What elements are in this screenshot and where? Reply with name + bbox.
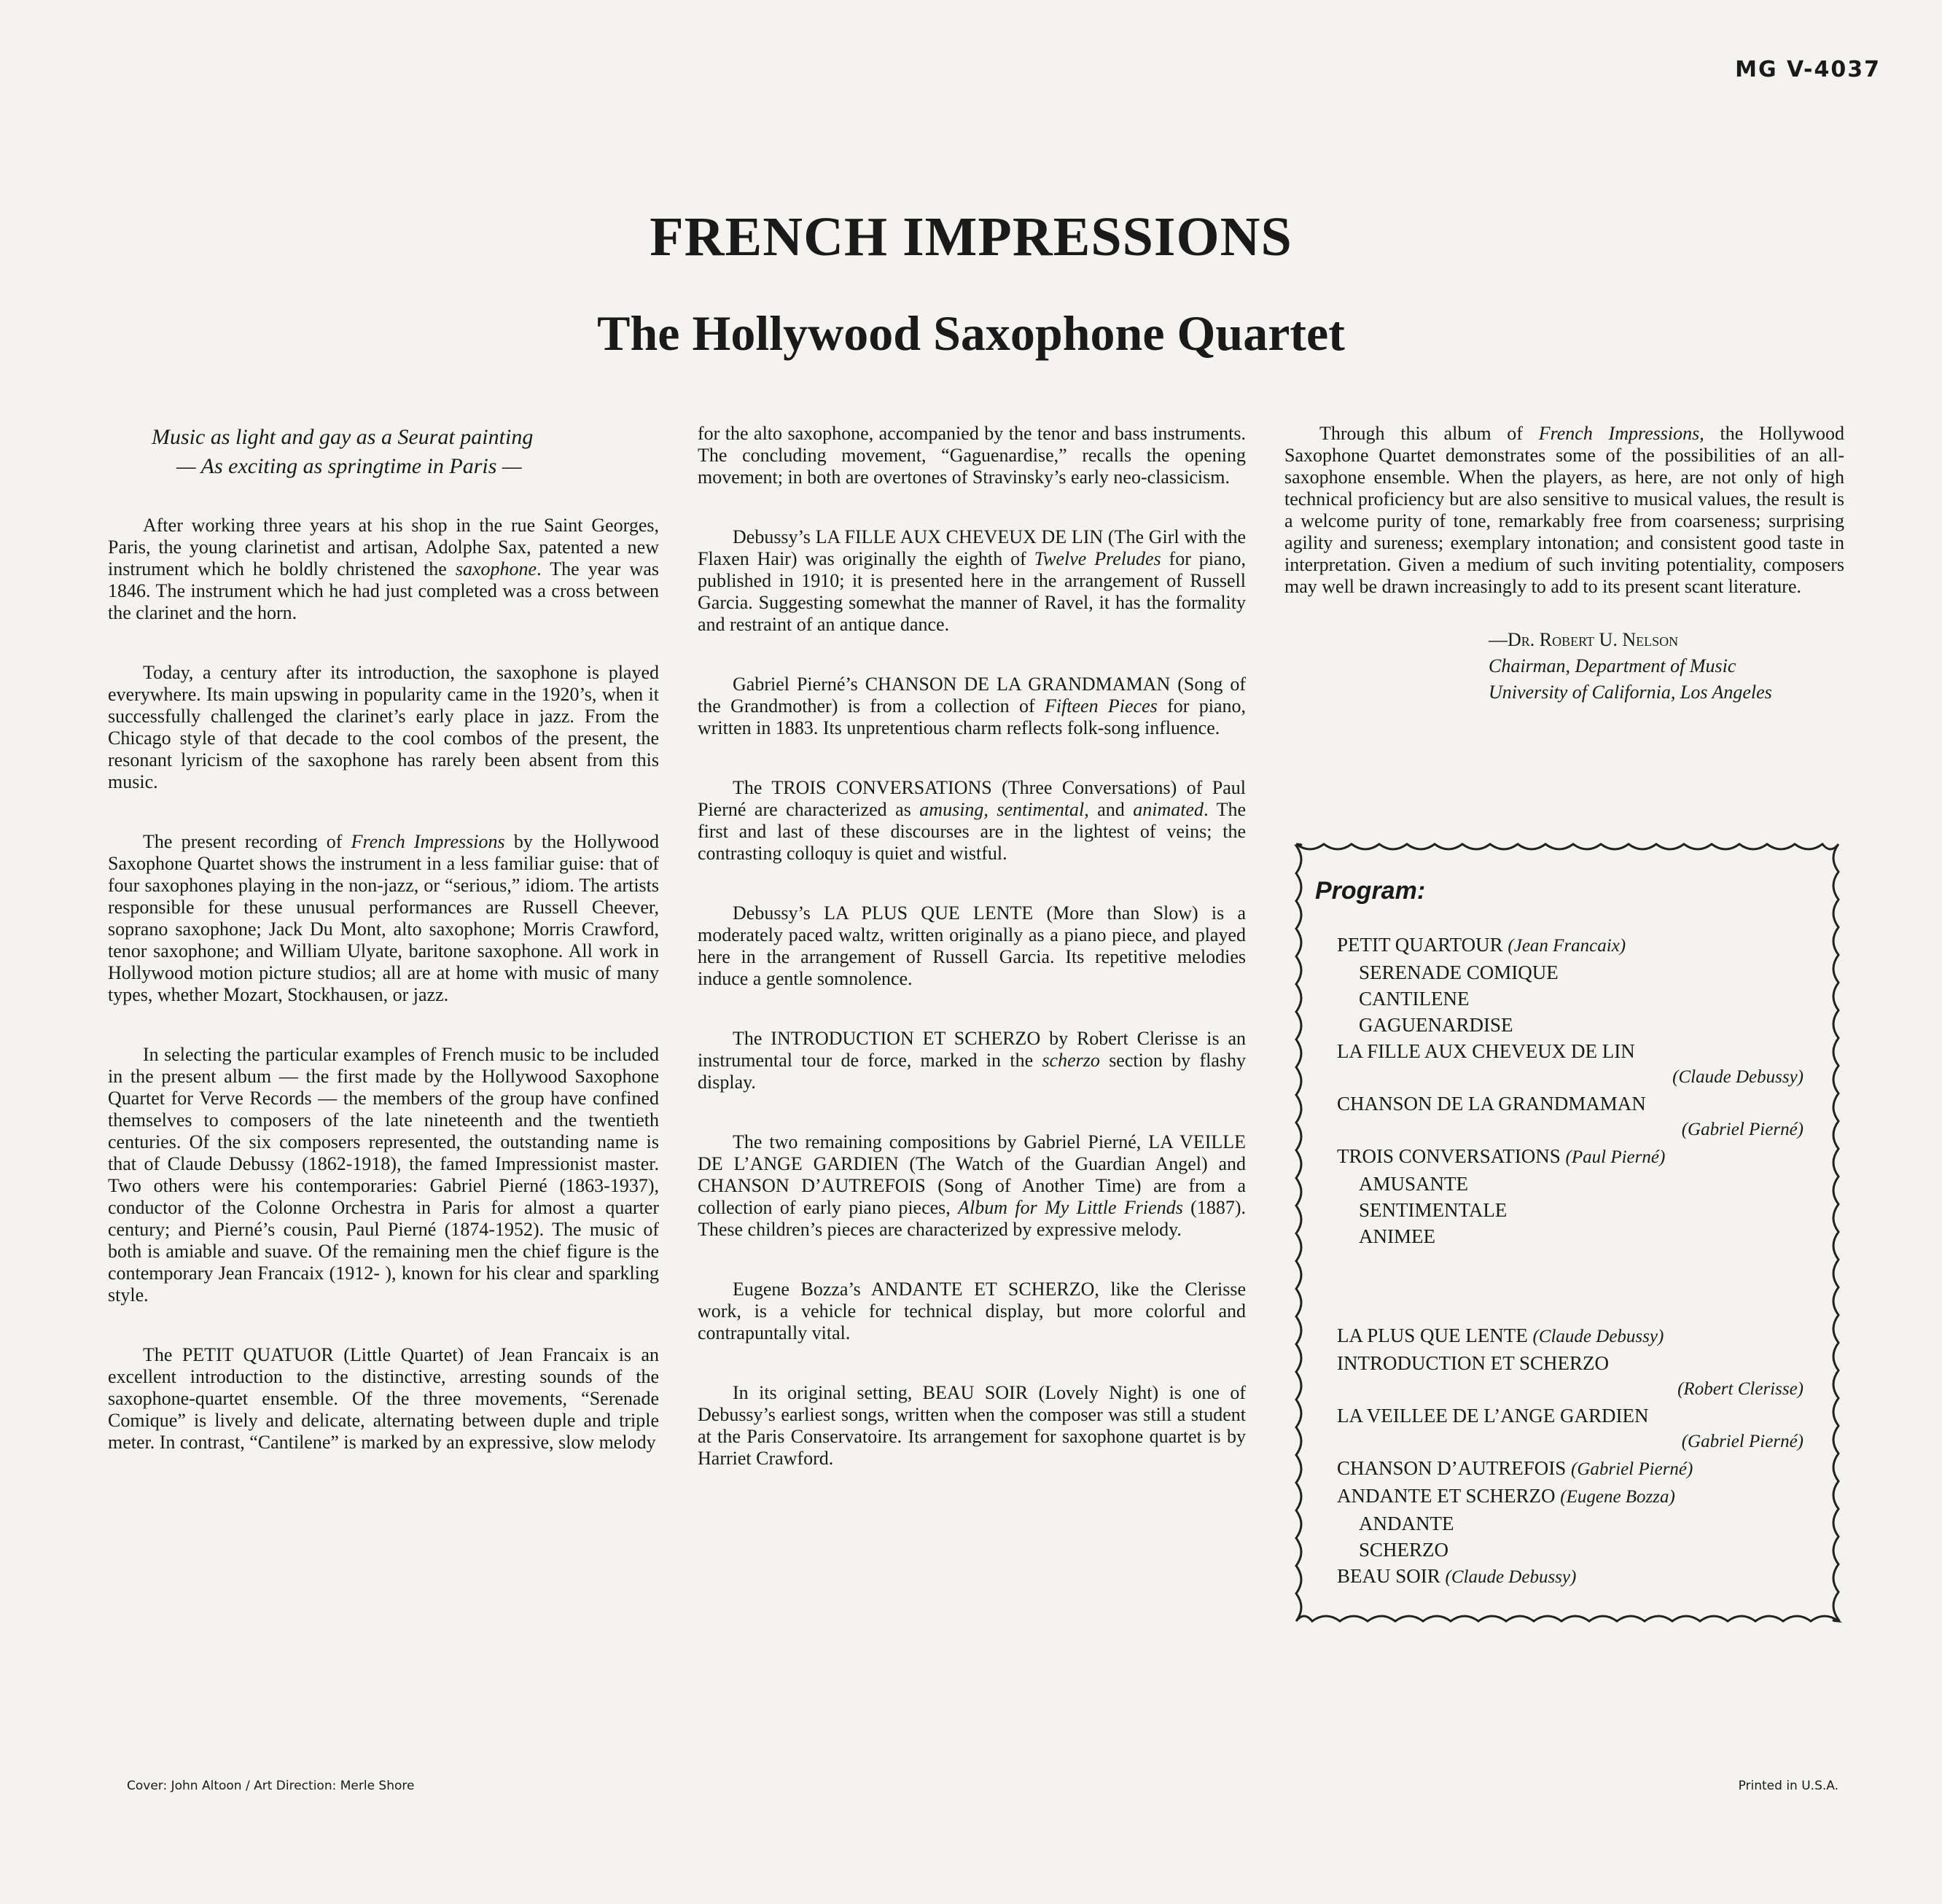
liner-notes-column-2 <box>698 423 1246 1507</box>
program-movement: SENTIMENTALE <box>1359 1199 1508 1221</box>
program-item: LA VEILLEE DE L’ANGE GARDIEN <box>1337 1405 1649 1427</box>
catalog-number: MG V-4037 <box>1735 57 1881 82</box>
tagline <box>152 423 659 481</box>
program-item: LA FILLE AUX CHEVEUX DE LIN <box>1337 1040 1635 1062</box>
paragraph: After working three years at his shop in the rue Saint Georges, Paris, the young clarinetist and artisan, Adolphe Sax, patented a new instrument which he boldly christened the saxophone. The year was 1846. The instrument which he had just completed was a cross between the clarinet and the horn. <box>108 515 659 623</box>
paragraph: Today, a century after its introduction, the saxophone is played everywhere. Its main upswing in popularity came in the 1920’s, when it successfully challenged the clarinet’s early place in jazz. From the Chicago style of that decade to the cool combos of the present, the resonant lyricism of the saxophone has rarely been absent from this music. <box>108 662 659 792</box>
paragraph: The PETIT QUATUOR (Little Quartet) of Jean Francaix is an excellent introduction to the distinctive, arresting sounds of the saxophone-quartet ensemble. Of the three movements, “Serenade Comique” is lively and delicate, alternating between duple and triple meter. In contrast, “Cantilene” is marked by an expressive, slow melody <box>108 1344 659 1453</box>
signature <box>1489 627 1844 706</box>
signature-name: —Dr. Robert U. Nelson <box>1489 629 1679 650</box>
paragraph: The present recording of French Impressions by the Hollywood Saxophone Quartet shows the instrument in a less familiar guise: that of four saxophones playing in the non-jazz, or “serious,” idiom. The artists responsible for these unusual performances are Russell Cheever, soprano saxophone; Jack Du Mont, alto saxophone; Morris Crawford, tenor saxophone; and William Ulyate, baritone saxophone. All work in Hollywood motion picture studios; all are at home with music of many types, whether Mozart, Stockhausen, or jazz. <box>108 831 659 1005</box>
program-composer: (Robert Clerisse) <box>1677 1379 1803 1399</box>
paragraph: The INTRODUCTION ET SCHERZO by Robert Clerisse is an instrumental tour de force, marked in the scherzo section by flashy display. <box>698 1028 1246 1093</box>
program-heading: Program: <box>1315 877 1426 905</box>
program-item: LA PLUS QUE LENTE (Claude Debussy) <box>1337 1324 1664 1346</box>
paragraph: for the alto saxophone, accompanied by the tenor and bass instruments. The concluding movement, “Gaguenardise,” recalls the opening movement; in both are overtones of Stravinsky’s early neo-classicism. <box>698 423 1246 488</box>
program-item: TROIS CONVERSATIONS (Paul Pierné) <box>1337 1145 1666 1167</box>
program-movement: SERENADE COMIQUE <box>1359 961 1559 983</box>
program-item: INTRODUCTION ET SCHERZO <box>1337 1352 1609 1374</box>
album-subtitle: The Hollywood Saxophone Quartet <box>597 305 1345 361</box>
program-movement: CANTILENE <box>1359 988 1470 1010</box>
program-composer: (Gabriel Pierné) <box>1681 1120 1803 1139</box>
footer-printed: Printed in U.S.A. <box>1738 1779 1838 1793</box>
liner-notes-column-1 <box>108 423 659 1491</box>
paragraph: Eugene Bozza’s ANDANTE ET SCHERZO, like the Clerisse work, is a vehicle for technical display, but more colorful and contrapuntally vital. <box>698 1279 1246 1343</box>
program-movement: GAGUENARDISE <box>1359 1014 1513 1036</box>
program-movement: AMUSANTE <box>1359 1173 1469 1195</box>
footer-credits: Cover: John Altoon / Art Direction: Merle Shore <box>127 1779 415 1793</box>
paragraph: Through this album of French Impressions, the Hollywood Saxophone Quartet demonstrates some of the possibilities of an all-saxophone ensemble. When the players, as here, are not only of high technical proficiency but are also sensitive to musical values, the result is a welcome purity of tone, remarkably free from coarseness; surprising agility and sureness; exemplary intonation; and consistent good taste in interpretation. Given a medium of such inviting potentiality, composers may well be drawn increasingly to add to its present scant literature. <box>1284 423 1844 597</box>
paragraph: In selecting the particular examples of French music to be included in the present album — the first made by the Hollywood Saxophone Quartet for Verve Records — the members of the group have confined themselves to composers of the late nineteenth and the twentieth centuries. Of the six composers represented, the outstanding name is that of Claude Debussy (1862-1918), the famed Impressionist master. Two others were his contemporaries: Gabriel Pierné (1863-1937), conductor of the Colonne Orchestra in Paris for almost a quarter century; and Pierné’s cousin, Paul Pierné (1874-1952). The music of both is amiable and suave. Of the remaining men the chief figure is the contemporary Jean Francaix (1912- ), known for his clear and sparkling style. <box>108 1044 659 1306</box>
program-item: CHANSON D’AUTREFOIS (Gabriel Pierné) <box>1337 1457 1693 1479</box>
paragraph: The two remaining compositions by Gabriel Pierné, LA VEILLE DE L’ANGE GARDIEN (The Watch of the Guardian Angel) and CHANSON D’AUTREFOIS (Song of Another Time) are from a collection of early piano pieces, Album for My Little Friends (1887). These children’s pieces are characterized by expressive melody. <box>698 1131 1246 1240</box>
program-item: CHANSON DE LA GRANDMAMAN <box>1337 1093 1646 1115</box>
paragraph: The TROIS CONVERSATIONS (Three Conversations) of Paul Pierné are characterized as amusing, sentimental, and animated. The first and last of these discourses are in the lightest of veins; the contrasting colloquy is quiet and wistful. <box>698 777 1246 864</box>
program-box <box>1290 838 1844 1627</box>
tagline-line-2: — As exciting as springtime in Paris — <box>176 454 522 478</box>
program-composer: (Claude Debussy) <box>1672 1067 1803 1087</box>
program-movement: ANDANTE <box>1359 1513 1454 1534</box>
signature-org: University of California, Los Angeles <box>1489 682 1772 703</box>
program-movement: SCHERZO <box>1359 1539 1449 1561</box>
program-movement: ANIMEE <box>1359 1225 1435 1247</box>
program-list <box>1315 878 1808 1591</box>
paragraph: Debussy’s LA FILLE AUX CHEVEUX DE LIN (The Girl with the Flaxen Hair) was originally the eighth of Twelve Preludes for piano, published in 1910; it is presented here in the arrangement of Russell Garcia. Suggesting somewhat the manner of Ravel, it has the formality and restraint of an antique dance. <box>698 526 1246 635</box>
paragraph: In its original setting, BEAU SOIR (Lovely Night) is one of Debussy’s earliest songs, written when the composer was still a student at the Paris Conservatoire. Its arrangement for saxophone quartet is by Harriet Crawford. <box>698 1382 1246 1469</box>
tagline-line-1: Music as light and gay as a Seurat painting <box>152 425 534 449</box>
paragraph: Debussy’s LA PLUS QUE LENTE (More than Slow) is a moderately paced waltz, written originally as a piano piece, and played here in the arrangement of Russell Garcia. Its repetitive melodies induce a gentle somnolence. <box>698 902 1246 989</box>
program-item: ANDANTE ET SCHERZO (Eugene Bozza) <box>1337 1485 1675 1507</box>
album-title: FRENCH IMPRESSIONS <box>650 206 1292 268</box>
liner-notes-column-3 <box>1284 423 1844 706</box>
program-item: PETIT QUARTOUR (Jean Francaix) <box>1337 934 1626 956</box>
program-item: BEAU SOIR (Claude Debussy) <box>1337 1565 1577 1587</box>
paragraph: Gabriel Pierné’s CHANSON DE LA GRANDMAMAN (Song of the Grandmother) is from a collection of Fifteen Pieces for piano, written in 1883. Its unpretentious charm reflects folk-song influence. <box>698 674 1246 738</box>
program-composer: (Gabriel Pierné) <box>1681 1432 1803 1451</box>
signature-title: Chairman, Department of Music <box>1489 655 1736 676</box>
